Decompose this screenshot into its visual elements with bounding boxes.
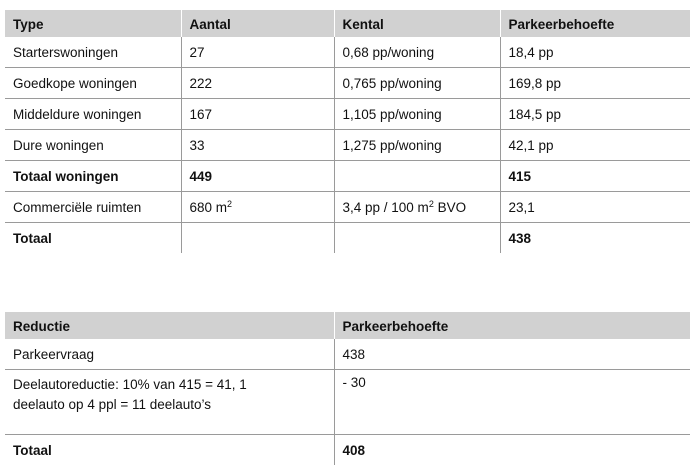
cell-parkeerbehoefte: 18,4 pp	[500, 37, 690, 68]
table-row	[5, 37, 690, 68]
table-row	[5, 339, 690, 370]
cell-parkeerbehoefte: 184,5 pp	[500, 99, 690, 130]
cell-reductie: Parkeervraag	[5, 339, 334, 370]
header-reductie: Reductie	[5, 312, 334, 339]
superscript: 2	[227, 199, 232, 209]
cell-kental	[334, 161, 500, 192]
kental-suffix: BVO	[434, 200, 466, 215]
header-parkeerbehoefte: Parkeerbehoefte	[334, 312, 690, 339]
cell-parkeerbehoefte: 415	[500, 161, 690, 192]
total-row	[5, 435, 690, 465]
cell-reductie: Totaal	[5, 435, 334, 465]
cell-parkeerbehoefte: 408	[334, 435, 690, 465]
cell-kental	[334, 223, 500, 254]
cell-parkeerbehoefte: 23,1	[500, 192, 690, 223]
cell-aantal	[181, 192, 334, 223]
total-row	[5, 223, 690, 254]
cell-type: Commerciële ruimten	[5, 192, 181, 223]
kental-value: 3,4 pp / 100 m	[343, 200, 429, 215]
cell-parkeerbehoefte: 438	[500, 223, 690, 254]
cell-aantal: 449	[181, 161, 334, 192]
table-header-row	[5, 10, 690, 37]
cell-reductie: Deelautoreductie: 10% van 415 = 41, 1 deelauto op 4 ppl = 11 deelauto’s	[5, 370, 334, 435]
cell-kental: 0,765 pp/woning	[334, 68, 500, 99]
aantal-value: 680 m	[190, 200, 228, 215]
subtotal-row	[5, 161, 690, 192]
cell-parkeerbehoefte: 169,8 pp	[500, 68, 690, 99]
cell-aantal: 167	[181, 99, 334, 130]
table-row	[5, 192, 690, 223]
cell-type: Starterswoningen	[5, 37, 181, 68]
cell-type: Goedkope woningen	[5, 68, 181, 99]
cell-aantal: 222	[181, 68, 334, 99]
cell-type: Dure woningen	[5, 130, 181, 161]
cell-aantal	[181, 223, 334, 254]
cell-parkeerbehoefte: - 30	[334, 370, 690, 435]
cell-kental: 1,275 pp/woning	[334, 130, 500, 161]
table-row	[5, 68, 690, 99]
cell-kental: 1,105 pp/woning	[334, 99, 500, 130]
cell-type: Totaal	[5, 223, 181, 254]
cell-kental	[334, 192, 500, 223]
table-row	[5, 130, 690, 161]
parking-demand-table	[5, 10, 690, 253]
superscript: 2	[429, 199, 434, 209]
cell-parkeerbehoefte: 438	[334, 339, 690, 370]
table-header-row	[5, 312, 690, 339]
cell-aantal: 33	[181, 130, 334, 161]
cell-kental: 0,68 pp/woning	[334, 37, 500, 68]
header-type: Type	[5, 10, 181, 37]
header-parkeerbehoefte: Parkeerbehoefte	[500, 10, 690, 37]
header-kental: Kental	[334, 10, 500, 37]
cell-type: Totaal woningen	[5, 161, 181, 192]
cell-aantal: 27	[181, 37, 334, 68]
header-aantal: Aantal	[181, 10, 334, 37]
table-row	[5, 99, 690, 130]
reduction-table	[5, 312, 690, 465]
cell-parkeerbehoefte: 42,1 pp	[500, 130, 690, 161]
cell-type: Middeldure woningen	[5, 99, 181, 130]
table-row	[5, 370, 690, 435]
